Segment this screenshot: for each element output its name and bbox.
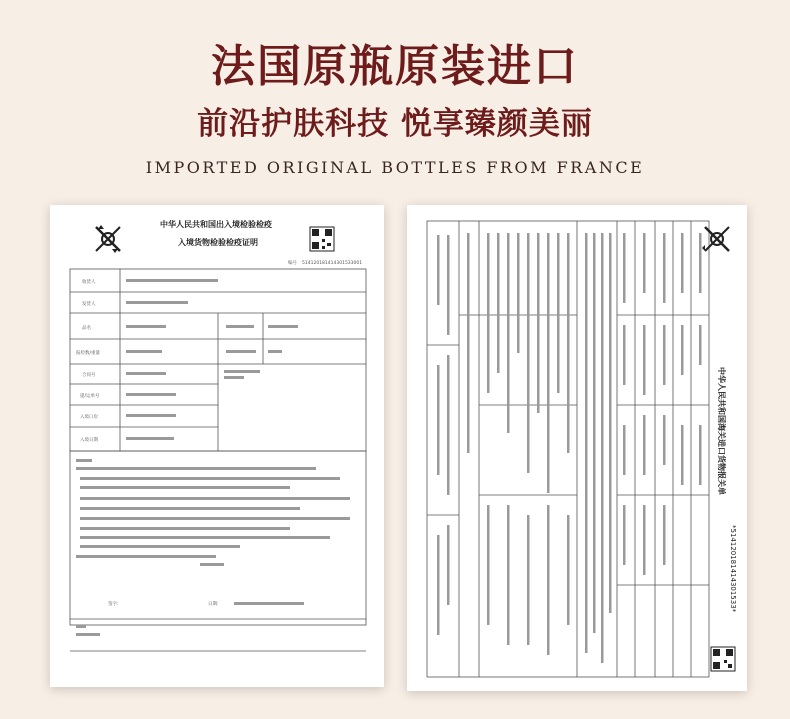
certificate-goods-lines <box>76 459 350 566</box>
certificate-drawing <box>50 205 384 687</box>
certificate-table-values <box>126 279 298 440</box>
qr-code <box>310 227 334 251</box>
svg-text:提/运单号: 提/运单号 <box>80 394 100 399</box>
declaration-title: 中华人民共和国海关进口货物报关单 <box>717 367 726 495</box>
svg-text:品名: 品名 <box>82 326 91 331</box>
inspection-certificate <box>50 205 384 687</box>
svg-text:入境日期: 入境日期 <box>80 438 98 443</box>
inspection-emblem-icon <box>96 225 120 253</box>
certificate-title-line1: 中华人民共和国出入境检验检疫 <box>160 220 272 229</box>
date-label: 日期: <box>208 602 219 607</box>
svg-text:合同号: 合同号 <box>82 373 96 378</box>
certificate-number: 514120181414301533001 <box>302 261 363 266</box>
svg-text:收货人: 收货人 <box>82 280 96 285</box>
certificate-table-labels <box>76 278 101 443</box>
certificate-title-line2: 入境货物检验检疫证明 <box>178 238 258 247</box>
svg-text:入境口岸: 入境口岸 <box>80 415 98 420</box>
page-title: 法国原瓶原装进口 <box>211 41 579 92</box>
declaration-qr-code <box>711 647 735 671</box>
certificate-table <box>70 269 366 451</box>
customs-emblem-icon <box>702 227 729 251</box>
signature-label: 签字: <box>108 602 119 607</box>
page-subtitle: 前沿护肤科技 悦享臻颜美丽 <box>197 106 593 142</box>
svg-text:发货人: 发货人 <box>82 302 96 307</box>
declaration-barcode-text: *514120181414301533* <box>729 525 737 613</box>
customs-declaration <box>407 205 747 691</box>
certificate-footer-notes <box>76 625 100 636</box>
declaration-drawing <box>407 205 747 691</box>
declaration-text-columns <box>437 233 702 663</box>
english-tagline: IMPORTED ORIGINAL BOTTLES FROM FRANCE <box>145 158 645 177</box>
svg-text:报检数/重量: 报检数/重量 <box>76 351 101 356</box>
certificate-number-label: 编号 <box>288 261 297 266</box>
